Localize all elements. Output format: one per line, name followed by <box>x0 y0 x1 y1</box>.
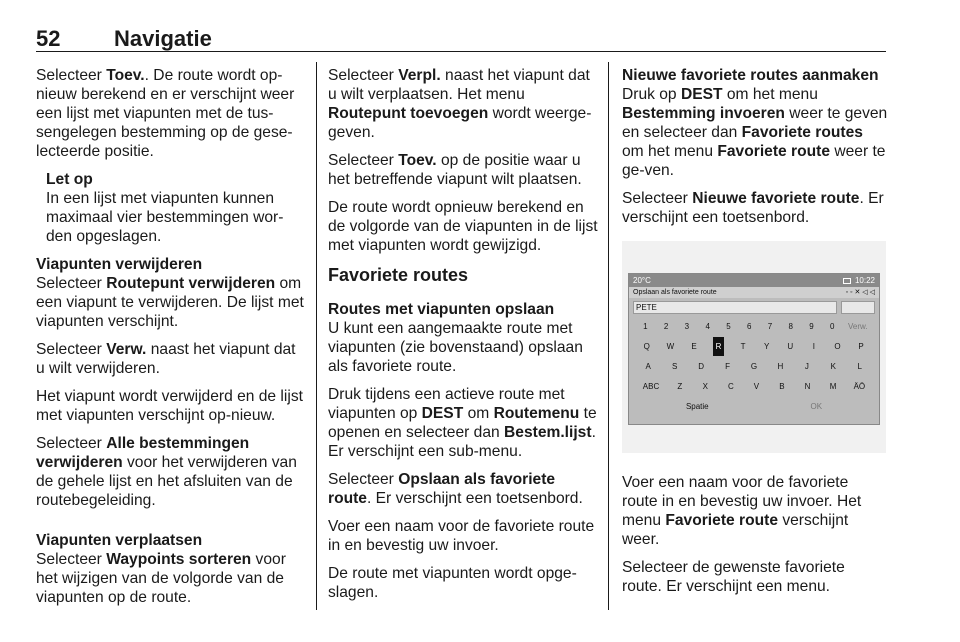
icon-row: ◦ ◦ ✕ ◁ ◁ <box>845 289 875 296</box>
keyboard-row <box>629 376 879 396</box>
paragraph: Selecteer de gewenste favoriete route. Er verschijnt een menu. <box>622 559 845 595</box>
keyboard-key[interactable]: F <box>725 361 730 371</box>
temperature: 20°C <box>633 276 651 285</box>
keyboard-key[interactable]: Verw. <box>848 321 868 331</box>
keyboard-key[interactable]: P <box>858 341 864 351</box>
keyboard-key[interactable]: O <box>834 341 841 351</box>
column-3 <box>622 66 888 605</box>
note-box <box>36 170 306 246</box>
keyboard-key[interactable]: J <box>804 361 809 371</box>
keyboard-key[interactable]: G <box>750 361 758 371</box>
keyboard-key[interactable]: M <box>829 381 837 391</box>
paragraph: Selecteer Waypoints sorteren voor het wijzigen van de volgorde van de viapunten op de route. <box>36 551 286 606</box>
column-1 <box>36 66 306 616</box>
subheading: Nieuwe favoriete routes aanmaken <box>622 67 879 84</box>
keyboard-key[interactable]: 9 <box>809 321 814 331</box>
keyboard-key[interactable]: E <box>691 341 697 351</box>
keyboard-row <box>629 316 879 336</box>
paragraph: Druk tijdens een actieve route met viapunten op DEST om Routemenu te openen en selecteer dan Bestem.lijst. Er verschijnt een sub-menu. <box>328 386 597 460</box>
keyboard-key[interactable]: C <box>727 381 734 391</box>
paragraph: De route met viapunten wordt opge-slagen. <box>328 565 577 601</box>
keyboard-key[interactable]: V <box>753 381 760 391</box>
column-divider <box>316 62 317 610</box>
keyboard-key[interactable]: B <box>779 381 785 391</box>
keyboard-row <box>629 336 879 356</box>
page-header <box>36 26 886 52</box>
keyboard-key[interactable]: ÄÖ <box>853 381 866 391</box>
time: 10:22 <box>854 276 875 285</box>
paragraph: Druk op DEST om het menu Bestemming invoeren weer te geven en selecteer dan Favoriete routes om het menu Favoriete route weer te ge-ven. <box>622 86 888 179</box>
paragraph: Selecteer Opslaan als favoriete route. Er verschijnt een toetsenbord. <box>328 471 583 507</box>
keyboard-key[interactable]: 1 <box>643 321 648 331</box>
paragraph: U kunt een aangemaakte route met viapunten (zie bovenstaand) opslaan als favoriete route. <box>328 320 583 375</box>
paragraph: Voer een naam voor de favoriete route in en bevestig uw invoer. <box>328 518 595 554</box>
keyboard-key[interactable]: Z <box>677 381 683 391</box>
keyboard-key[interactable]: 2 <box>663 321 669 331</box>
suggestion-box <box>841 301 875 314</box>
keyboard-key[interactable]: 0 <box>830 321 835 331</box>
paragraph: Selecteer Toev. op de positie waar u het betreffende viapunt wilt plaatsen. <box>328 152 582 188</box>
paragraph: Voer een naam voor de favoriete route in en bevestig uw invoer. Het menu Favoriete route verschijnt weer. <box>622 474 862 548</box>
keyboard-key[interactable]: 6 <box>746 321 752 331</box>
keyboard-key[interactable]: 4 <box>705 321 710 331</box>
subheading: Viapunten verplaatsen <box>36 532 203 549</box>
note-text: In een lijst met viapunten kunnen maximaal vier bestemmingen wor-den opgeslagen. <box>46 190 284 245</box>
keyboard-key[interactable]: L <box>857 361 862 371</box>
paragraph: Selecteer Alle bestemmingen verwijderen voor het verwijderen van de gehele lijst en het afsluiten van de routebegeleiding. <box>36 435 297 509</box>
column-divider <box>608 62 609 610</box>
column-2 <box>328 66 598 611</box>
paragraph: Het viapunt wordt verwijderd en de lijst met viapunten verschijnt op-nieuw. <box>36 388 303 424</box>
keyboard-key[interactable]: 5 <box>726 321 731 331</box>
paragraph: Selecteer Verw. naast het viapunt dat u wilt verwijderen. <box>36 341 296 377</box>
paragraph: Selecteer Nieuwe favoriete route. Er verschijnt een toetsenbord. <box>622 190 884 226</box>
section-heading: Favoriete routes <box>328 265 469 285</box>
keyboard-key[interactable]: R <box>713 337 725 356</box>
keyboard-key[interactable]: D <box>698 361 704 371</box>
keyboard-key[interactable]: N <box>804 381 811 391</box>
screen-title: Opslaan als favoriete route ◦ ◦ ✕ ◁ ◁ <box>629 287 879 298</box>
keyboard-key[interactable]: ABC <box>642 381 660 391</box>
ok-key[interactable]: OK <box>810 401 823 411</box>
keyboard-key[interactable]: U <box>787 341 794 351</box>
paragraph: Selecteer Toev.. De route wordt op-nieuw berekend en er verschijnt weer een lijst met viapunten met de tus-sengelegen bestemming op de gese-lecteerde positie. <box>36 67 295 160</box>
keyboard-key[interactable]: A <box>645 361 651 371</box>
screenshot-figure <box>622 241 886 453</box>
space-key[interactable]: Spatie <box>685 401 709 411</box>
keyboard-row <box>629 396 879 416</box>
note-title: Let op <box>46 171 93 188</box>
paragraph: De route wordt opnieuw berekend en de volgorde van de viapunten in de lijst met viapunten wordt gewijzigd. <box>328 199 598 254</box>
name-input[interactable]: PETE <box>633 301 837 314</box>
keyboard-key[interactable]: I <box>812 341 815 351</box>
keyboard-key[interactable]: S <box>671 361 678 371</box>
chapter-title: Navigatie <box>114 26 212 51</box>
page-number: 52 <box>36 26 61 51</box>
keyboard-key[interactable]: Y <box>763 341 770 351</box>
infotainment-screen <box>628 273 880 425</box>
keyboard-key[interactable]: Q <box>643 341 650 351</box>
subheading: Viapunten verwijderen <box>36 256 203 273</box>
keyboard-key[interactable]: 8 <box>788 321 793 331</box>
keyboard-key[interactable]: K <box>830 361 836 371</box>
keyboard-key[interactable]: 7 <box>767 321 773 331</box>
keyboard-key[interactable]: X <box>702 381 708 391</box>
keyboard-key[interactable]: W <box>666 341 675 351</box>
paragraph: Selecteer Routepunt verwijderen om een viapunt te verwijderen. De lijst met viapunten verschijnt. <box>36 275 304 330</box>
keyboard-key[interactable]: 3 <box>684 321 690 331</box>
keyboard-key[interactable]: H <box>777 361 784 371</box>
keyboard-key[interactable]: T <box>740 341 746 351</box>
paragraph: Selecteer Verpl. naast het viapunt dat u wilt verplaatsen. Het menu Routepunt toevoegen wordt weerge-geven. <box>328 67 592 141</box>
keyboard-row <box>629 356 879 376</box>
subheading: Routes met viapunten opslaan <box>328 301 555 318</box>
